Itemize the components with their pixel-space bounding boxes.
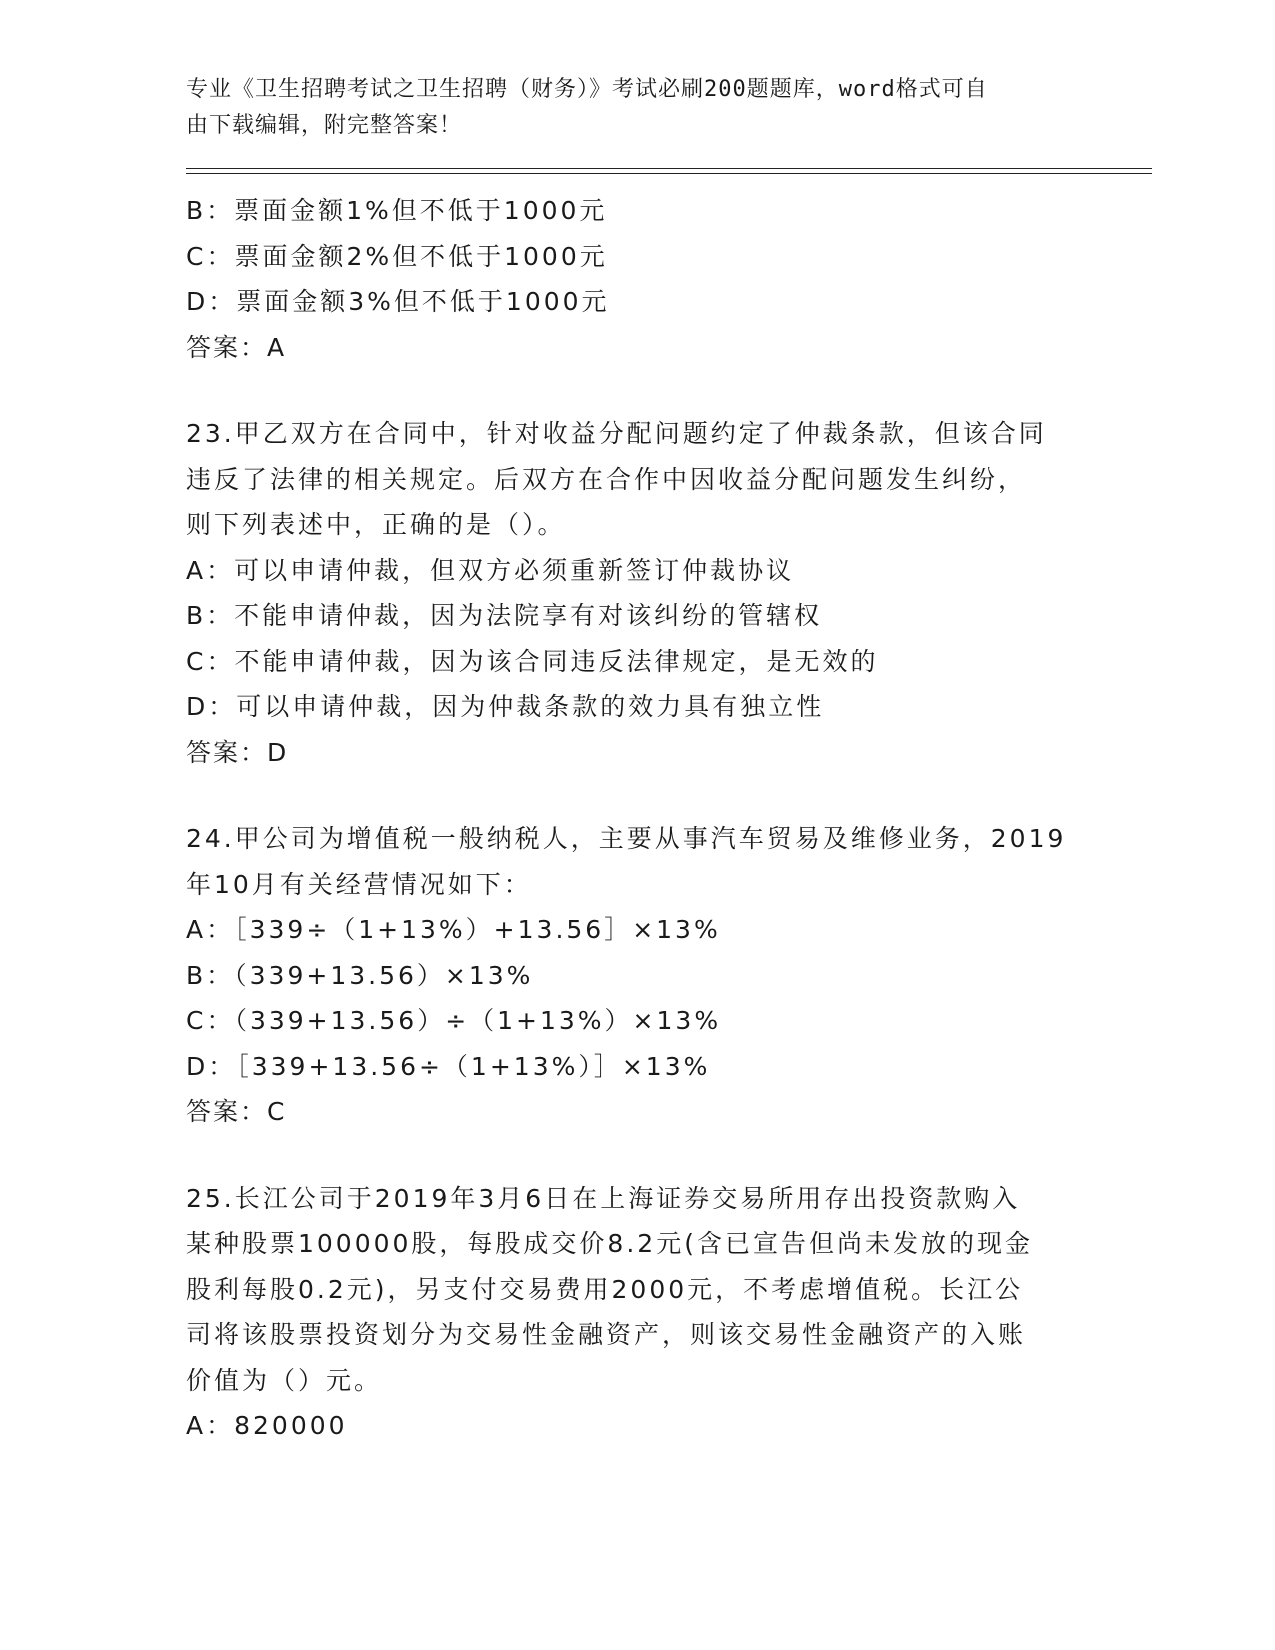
document-header [186, 72, 1066, 144]
question-stem-line: 违反了法律的相关规定。后双方在合作中因收益分配问题发生纠纷， [186, 464, 1027, 494]
answer-label: 答案：C [186, 1097, 287, 1126]
question-stem-line: 某种股票100000股，每股成交价8.2元(含已宣告但尚未发放的现金 [186, 1229, 1033, 1258]
spacer [186, 775, 1086, 816]
option-c: C：不能申请仲裁，因为该合同违反法律规定，是无效的 [186, 646, 879, 676]
question-stem-line: 23.甲乙双方在合同中，针对收益分配问题约定了仲裁条款，但该合同 [186, 419, 1047, 448]
answer-label: 答案：D [186, 737, 289, 767]
option-d: D：［339+13.56÷（1+13%）］×13% [186, 1051, 711, 1081]
question-block-24 [186, 816, 1086, 1135]
question-stem-line: 则下列表述中，正确的是（）。 [186, 510, 566, 539]
question-stem-line: 24.甲公司为增值税一般纳税人，主要从事汽车贸易及维修业务，2019 [186, 824, 1067, 853]
question-stem-line: 司将该股票投资划分为交易性金融资产，则该交易性金融资产的入账 [186, 1320, 1027, 1349]
question-block-23 [186, 411, 1086, 775]
option-b: B：票面金额1%但不低于1000元 [186, 196, 608, 225]
option-b: B：不能申请仲裁，因为法院享有对该纠纷的管辖权 [186, 601, 823, 630]
spacer [186, 370, 1086, 411]
option-a: A：可以申请仲裁，但双方必须重新签订仲裁协议 [186, 555, 795, 585]
spacer [186, 1135, 1086, 1176]
header-rule-top [186, 168, 1152, 169]
option-d: D：可以申请仲裁，因为仲裁条款的效力具有独立性 [186, 692, 825, 721]
answer-label: 答案：A [186, 332, 287, 362]
option-a: A：［339÷（1+13%）+13.56］×13% [186, 915, 721, 944]
question-stem-line: 价值为（）元。 [186, 1365, 383, 1395]
option-a: A：820000 [186, 1411, 348, 1440]
header-rule-bottom [186, 173, 1152, 174]
option-d: D：票面金额3%但不低于1000元 [186, 287, 610, 316]
question-stem-line: 股利每股0.2元)，另支付交易费用2000元，不考虑增值税。长江公 [186, 1274, 1024, 1304]
option-b: B：（339+13.56）×13% [186, 960, 534, 990]
question-stem-line: 25.长江公司于2019年3月6日在上海证券交易所用存出投资款购入 [186, 1183, 1021, 1213]
question-block-22 [186, 188, 1086, 370]
header-title-line-1: 专业《卫生招聘考试之卫生招聘（财务）》考试必刷200题题库，word格式可自 [186, 77, 988, 102]
question-stem-line: 年10月有关经营情况如下： [186, 869, 532, 899]
question-content [186, 188, 1086, 1449]
option-c: C：（339+13.56）÷（1+13%）×13% [186, 1006, 722, 1035]
question-block-25 [186, 1176, 1086, 1449]
option-c: C：票面金额2%但不低于1000元 [186, 241, 608, 271]
header-title-line-2: 由下载编辑，附完整答案！ [186, 113, 463, 138]
